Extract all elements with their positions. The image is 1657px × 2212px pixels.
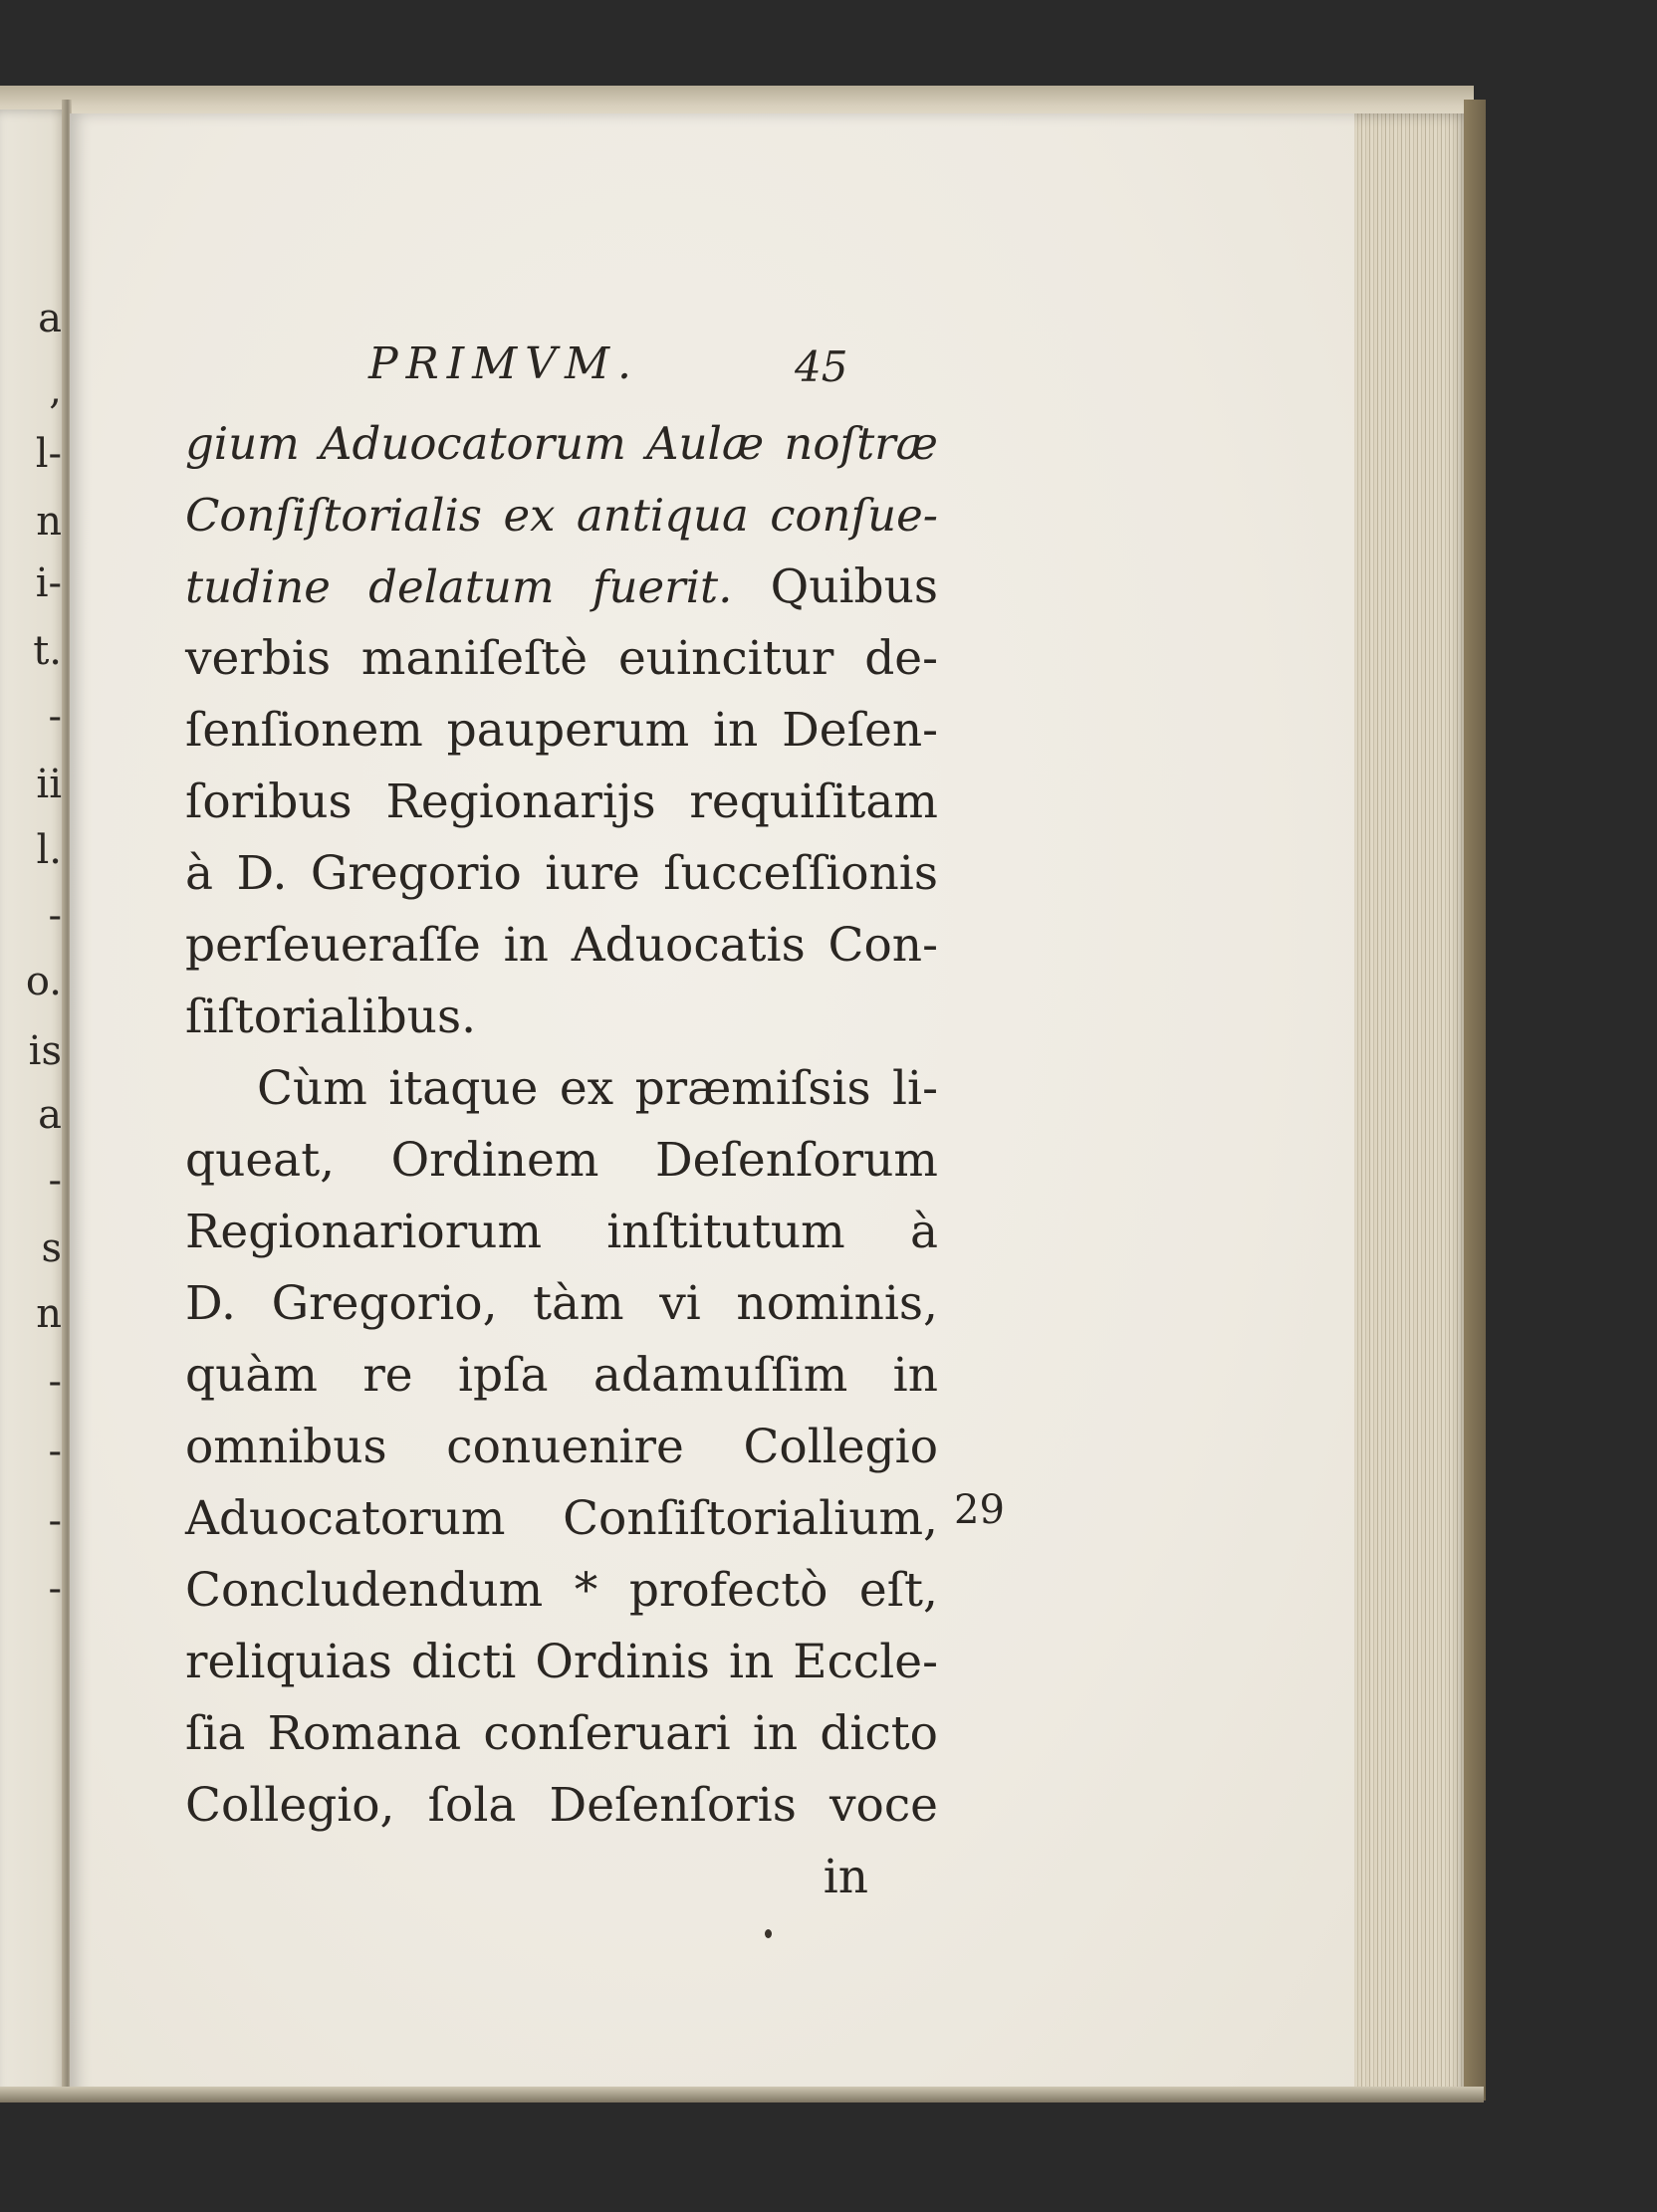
left-page-fragment: t. bbox=[33, 628, 62, 674]
word: à bbox=[185, 846, 214, 901]
catchword: in bbox=[823, 1850, 868, 1904]
word: dicti bbox=[410, 1635, 517, 1689]
word: Aulæ bbox=[645, 417, 765, 470]
text-line bbox=[185, 1555, 938, 1627]
word: Romana bbox=[267, 1706, 462, 1761]
word: tàm bbox=[533, 1276, 624, 1331]
left-page-fragment: l. bbox=[36, 827, 62, 873]
left-page-fragment: a bbox=[38, 1092, 62, 1138]
left-page-fragment: - bbox=[48, 1158, 62, 1204]
word: ſoribus bbox=[185, 774, 353, 829]
left-page-fragment: i- bbox=[35, 560, 62, 606]
word: reliquias bbox=[185, 1635, 392, 1689]
word: delatum bbox=[368, 560, 555, 613]
word: Conſiſtorialis bbox=[185, 489, 482, 542]
word: Collegio bbox=[743, 1420, 938, 1474]
word: * bbox=[574, 1563, 598, 1618]
text-line bbox=[185, 695, 938, 767]
text-line bbox=[185, 1412, 938, 1483]
left-page-fragment: s bbox=[41, 1225, 62, 1271]
word: fuerit. bbox=[592, 560, 733, 613]
word: adamuſſim bbox=[592, 1348, 848, 1403]
word: Cùm bbox=[257, 1061, 367, 1116]
page-text bbox=[185, 334, 938, 1913]
word: vi bbox=[659, 1276, 701, 1331]
text-line bbox=[185, 838, 938, 910]
word: verbis bbox=[185, 631, 332, 686]
word: ex bbox=[559, 1061, 614, 1116]
text-line bbox=[185, 1483, 938, 1555]
left-page-fragment: - bbox=[48, 1359, 62, 1405]
word: conſue- bbox=[770, 489, 938, 542]
text-line bbox=[185, 1053, 938, 1125]
word: Aduocatorum bbox=[320, 417, 626, 470]
word: de- bbox=[864, 631, 938, 686]
text-line bbox=[185, 1340, 938, 1412]
word: D. bbox=[236, 846, 288, 901]
word: Conſiſtorialium, bbox=[563, 1491, 938, 1546]
word: profectò bbox=[628, 1563, 828, 1618]
word: à bbox=[909, 1205, 938, 1259]
text-line bbox=[185, 1698, 938, 1770]
word: ſenſionem bbox=[185, 703, 423, 758]
body-text bbox=[185, 408, 938, 1842]
text-line bbox=[185, 623, 938, 695]
word: euincitur bbox=[617, 631, 834, 686]
word: Ordinem bbox=[390, 1133, 599, 1188]
page-number: 45 bbox=[795, 342, 848, 391]
word: in bbox=[503, 918, 549, 973]
word: Gregorio, bbox=[271, 1276, 498, 1331]
word: inſtitutum bbox=[606, 1205, 845, 1259]
text-line bbox=[185, 480, 938, 552]
left-page-fragment: n bbox=[36, 499, 62, 545]
word: ſola bbox=[427, 1778, 517, 1833]
left-page-fragment: a bbox=[38, 296, 62, 341]
word: præmiſsis bbox=[634, 1061, 871, 1116]
left-page-fragment: - bbox=[48, 694, 62, 740]
word: in bbox=[892, 1348, 938, 1403]
word: dicto bbox=[820, 1706, 938, 1761]
word: requiſitam bbox=[689, 774, 938, 829]
word: Quibus bbox=[770, 559, 938, 614]
left-page-fragment: is bbox=[28, 1028, 62, 1074]
text-line bbox=[185, 1268, 938, 1340]
text-line bbox=[185, 1627, 938, 1698]
text-line bbox=[185, 408, 938, 480]
cover-edge bbox=[1464, 100, 1486, 2101]
text-line bbox=[185, 1197, 938, 1268]
word: Regionariorum bbox=[185, 1205, 543, 1259]
word: re bbox=[362, 1348, 413, 1403]
word: Aduocatorum bbox=[185, 1491, 506, 1546]
word: Deſenſoris bbox=[549, 1778, 797, 1833]
text-line bbox=[185, 767, 938, 838]
left-page-fragment: o. bbox=[25, 959, 62, 1004]
word: Concludendum bbox=[185, 1563, 544, 1618]
word: Gregorio bbox=[310, 846, 522, 901]
word: itaque bbox=[388, 1061, 539, 1116]
word: ſiſtorialibus. bbox=[185, 990, 477, 1044]
running-title: PRIMVM. bbox=[368, 338, 639, 389]
fore-edge-pages bbox=[1354, 113, 1474, 2101]
word: tudine bbox=[185, 560, 331, 613]
ink-speck bbox=[765, 1929, 772, 1938]
word: li- bbox=[892, 1061, 938, 1116]
word: Deſenſorum bbox=[655, 1133, 938, 1188]
word: Aduocatis bbox=[571, 918, 806, 973]
text-line bbox=[185, 910, 938, 982]
word: Collegio, bbox=[185, 1778, 395, 1833]
bottom-page-edge bbox=[0, 2087, 1484, 2102]
word: conuenire bbox=[446, 1420, 684, 1474]
word: in bbox=[728, 1635, 775, 1689]
word: omnibus bbox=[185, 1420, 387, 1474]
left-page-fragment: - bbox=[48, 1429, 62, 1474]
word: Eccle- bbox=[793, 1635, 938, 1689]
word: in bbox=[713, 703, 759, 758]
text-line bbox=[185, 1125, 938, 1197]
word: perſeueraſſe bbox=[185, 918, 481, 973]
word: ex bbox=[503, 489, 556, 542]
left-page-fragment: , bbox=[49, 367, 62, 413]
word: nominis, bbox=[736, 1276, 938, 1331]
text-line bbox=[185, 552, 938, 623]
left-page-fragment: - bbox=[48, 1566, 62, 1612]
left-page-fragment: ii bbox=[36, 762, 62, 807]
word: Deſen- bbox=[782, 703, 938, 758]
word: pauperum bbox=[446, 703, 690, 758]
left-page-fragment: - bbox=[48, 1498, 62, 1544]
text-line bbox=[185, 1770, 938, 1842]
word: in bbox=[752, 1706, 799, 1761]
word: ſia bbox=[185, 1706, 246, 1761]
word: voce bbox=[828, 1778, 938, 1833]
word: D. bbox=[185, 1276, 236, 1331]
word: queat, bbox=[185, 1133, 336, 1188]
catchword-line bbox=[185, 1842, 938, 1913]
word: conſeruari bbox=[483, 1706, 731, 1761]
text-line bbox=[185, 982, 938, 1053]
page-header bbox=[185, 334, 938, 408]
word: Ordinis bbox=[535, 1635, 710, 1689]
word: iure bbox=[545, 846, 640, 901]
word: Con- bbox=[828, 918, 938, 973]
word: ipſa bbox=[458, 1348, 549, 1403]
word: Regionarijs bbox=[385, 774, 656, 829]
word: eſt, bbox=[858, 1563, 938, 1618]
word: maniſeſtè bbox=[360, 631, 589, 686]
word: ſucceſſionis bbox=[663, 846, 938, 901]
left-page-fragment: n bbox=[36, 1291, 62, 1337]
word: noſtræ bbox=[784, 417, 938, 470]
word: antiqua bbox=[576, 489, 749, 542]
left-page-fragment: l- bbox=[35, 431, 62, 477]
word: quàm bbox=[185, 1348, 318, 1403]
left-page-fragment: - bbox=[48, 893, 62, 939]
margin-note: 29 bbox=[954, 1487, 1005, 1533]
word: gium bbox=[185, 417, 300, 470]
